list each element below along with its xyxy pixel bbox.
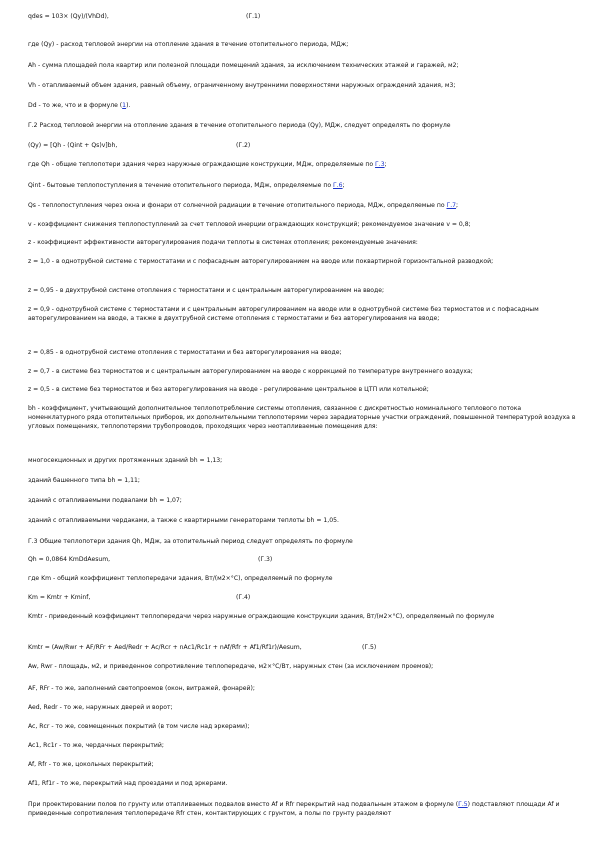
paragraph: При проектировании полов по грунту или отапливаемых подвалов вместо Af и Rfr перекрытий над подвальным этажом в формуле (Г.5) подставляют площади Af и приведенные сопротивления теплопередаче Rfr стен, контактирующих с грунтом, а полы по грунту разделяют bbox=[28, 801, 560, 817]
paragraph: v - коэффициент снижения теплопоступлений за счет тепловой инерции ограждающих конструкций; рекомендуемое значение v = 0,8; bbox=[28, 221, 471, 228]
paragraph: bh - коэффициент, учитывающий дополнительное теплопотребление системы отопления, связанное с дискретностью номинального теплового потока номенклатурного ряда отопительных приборов, их дополнительными теплопотерями через зарадиаторные участки ограждений, повышенной температурой воздуха в угловых помещениях, теплопотерями трубопроводов, проходящих через неотапливаемые помещения для: bbox=[28, 405, 576, 430]
formula-number: (Г.5) bbox=[362, 644, 377, 651]
paragraph: z = 0,7 - в системе без термостатов и с центральным авторегулированием на вводе с коррекцией по температуре внутреннего воздуха; bbox=[28, 368, 473, 375]
paragraph: зданий с отапливаемыми подвалами bh = 1,07; bbox=[28, 497, 182, 504]
paragraph: z = 0,5 - в системе без термостатов и без авторегулирования на вводе - регулирование центральное в ЦТП или котельной; bbox=[28, 386, 429, 393]
formula-g1: qdes = 103× (Qy)/(VhDd), bbox=[28, 13, 109, 20]
cross-reference-link[interactable]: 1 bbox=[122, 102, 127, 109]
paragraph: зданий с отапливаемыми чердаками, а также с квартирными генераторами теплоты bh = 1,05. bbox=[28, 517, 339, 524]
cross-reference-link[interactable]: Г.5 bbox=[458, 801, 468, 808]
paragraph: Af1, Rf1r - то же, перекрытий над проездами и под эркерами. bbox=[28, 780, 228, 787]
paragraph: многосекционных и других протяженных зданий bh = 1,13; bbox=[28, 457, 223, 464]
cross-reference-link[interactable]: Г.7 bbox=[446, 202, 457, 209]
paragraph: Ah - сумма площадей пола квартир или полезной площади помещений здания, за исключением технических этажей и гаражей, м2; bbox=[28, 62, 459, 69]
formula-g4: Km = Kmtr + Kminf, bbox=[28, 594, 91, 601]
paragraph: Kmtr - приведенный коэффициент теплопередачи через наружные ограждающие конструкции здания, Вт/(м2×°С), определяемый по формуле bbox=[28, 613, 495, 620]
paragraph: z = 0,85 - в однотрубной системе отопления с термостатами и без авторегулирования на вводе; bbox=[28, 349, 342, 356]
paragraph: где (Qy) - расход тепловой энергии на отопление здания в течение отопительного периода, МДж; bbox=[28, 41, 349, 48]
formula-g5: Kmtr = (Aw/Rwr + AF/RFr + Aed/Redr + Ac/Rcr + nAc1/Rc1r + nAf/Rfr + Af1/Rf1r)/Aesum, bbox=[28, 644, 302, 651]
paragraph: зданий башенного типа bh = 1,11; bbox=[28, 477, 140, 484]
paragraph: z = 0,9 - однотрубной системе с термостатами и с центральным авторегулированием на вводе или в однотрубной системе без термостатов и с пофасадным авторегулированием на вводе, а также в двухтрубной системе отопления с термостатами и без авторегулирования на вводе; bbox=[28, 306, 539, 322]
paragraph: Ac1, Rc1r - то же, чердачных перекрытий; bbox=[28, 742, 164, 749]
paragraph: Qint - бытовые теплопоступления в течение отопительного периода, МДж, определяемые по Г.6; bbox=[28, 182, 345, 189]
section-heading: Г.2 Расход тепловой энергии на отопление здания в течение отопительного периода (Qy), МДж, следует определять по формуле bbox=[28, 122, 451, 129]
paragraph: где Km - общий коэффициент теплопередачи здания, Вт/(м2×°С), определяемый по формуле bbox=[28, 575, 333, 582]
cross-reference-link[interactable]: Г.3 bbox=[375, 161, 385, 168]
formula-g2: (Qy) = [Qh - (Qint + Qs)v]bh, bbox=[28, 142, 118, 149]
paragraph: z = 1,0 - в однотрубной системе с термостатами и с пофасадным авторегулированием на вводе или поквартирной горизонтальной разводкой; bbox=[28, 258, 494, 265]
paragraph: Af, Rfr - то же, цокольных перекрытий; bbox=[28, 761, 154, 768]
formula-number: (Г.2) bbox=[236, 142, 251, 149]
paragraph: Aw, Rwr - площадь, м2, и приведенное сопротивление теплопередаче, м2×°С/Вт, наружных стен (за исключением проемов); bbox=[28, 663, 434, 670]
paragraph: Aed, Redr - то же, наружных дверей и ворот; bbox=[28, 704, 173, 711]
paragraph bbox=[28, 101, 576, 110]
section-heading: Г.3 Общие теплопотери здания Qh, МДж, за отопительный период следует определять по формуле bbox=[28, 538, 353, 545]
paragraph: z - коэффициент эффективности авторегулирования подачи теплоты в системах отопления; рекомендуемые значения: bbox=[28, 239, 418, 246]
formula-number: (Г.1) bbox=[246, 13, 261, 20]
paragraph-text: Dd - то же, что и в формуле (1). bbox=[28, 102, 131, 109]
formula-number: (Г.4) bbox=[236, 594, 251, 601]
paragraph: z = 0,95 - в двухтрубной системе отопления с термостатами и с центральным авторегулированием на вводе; bbox=[28, 287, 385, 294]
formula-g3: Qh = 0,0864 KmDdAesum, bbox=[28, 556, 111, 563]
paragraph: Ac, Rcr - то же, совмещенных покрытий (в том числе над эркерами); bbox=[28, 723, 250, 730]
paragraph: Qs - теплопоступления через окна и фонари от солнечной радиации в течение отопительного периода, МДж, определяемые по Г.7; bbox=[28, 202, 459, 209]
paragraph: AF, RFr - то же, заполнений светопроемов (окон, витражей, фонарей); bbox=[28, 685, 255, 692]
cross-reference-link[interactable]: Г.6 bbox=[333, 182, 343, 189]
paragraph: где Qh - общие теплопотери здания через наружные ограждающие конструкции, МДж, определяемые по Г.3; bbox=[28, 161, 387, 168]
paragraph: Vh - отапливаемый объем здания, равный объему, ограниченному внутренними поверхностями наружных ограждений здания, м3; bbox=[28, 82, 456, 89]
formula-number: (Г.3) bbox=[258, 556, 273, 563]
